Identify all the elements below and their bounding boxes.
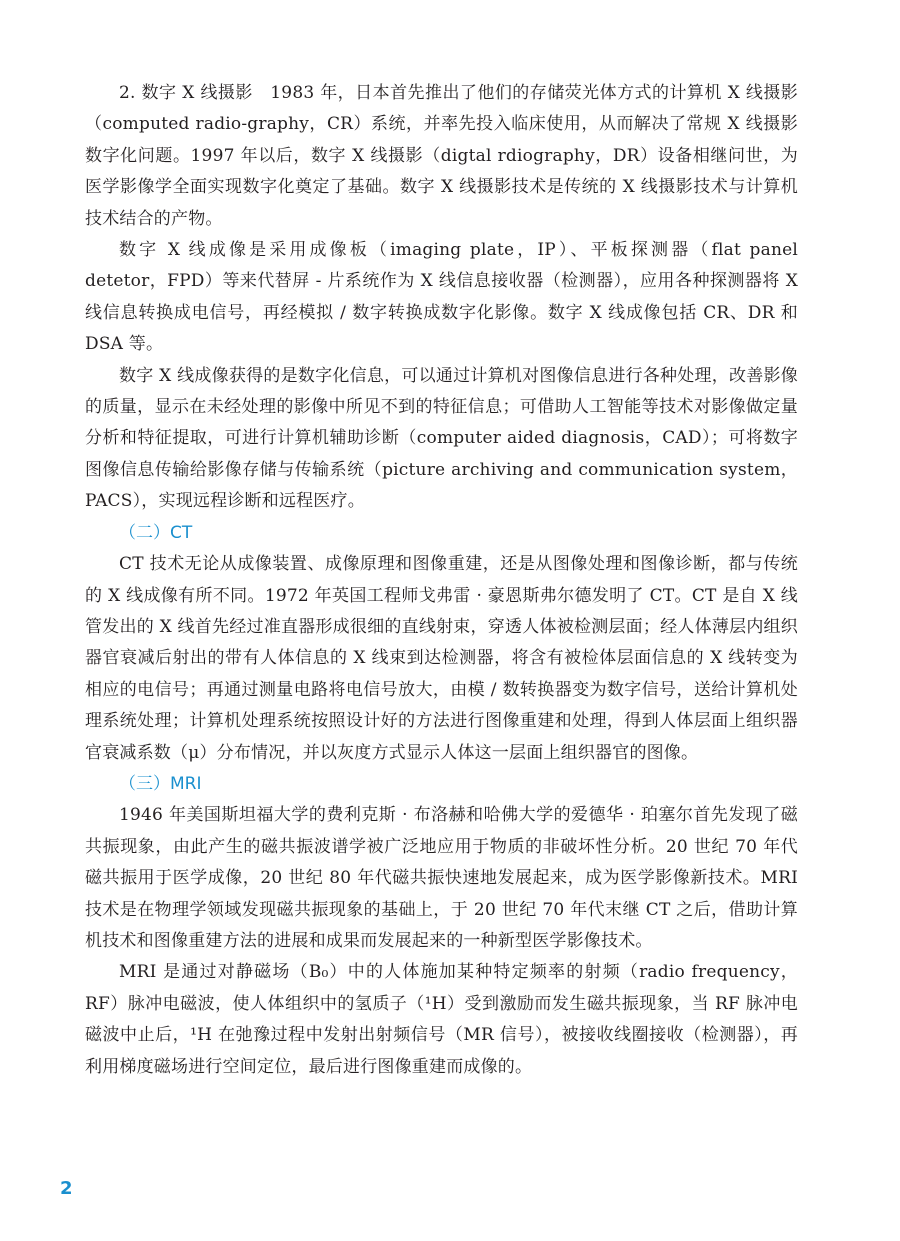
paragraph-mri-principle: MRI 是通过对静磁场（B₀）中的人体施加某种特定频率的射频（radio frequency，RF）脉冲电磁波，使人体组织中的氢质子（¹H）受到激励而发生磁共振现象，当 RF 脉冲电磁波中止后，¹H 在弛豫过程中发射出射频信号（MR 信号），被接收线圈接收（检测器），再利用梯度磁场进行空间定位，最后进行图像重建而成像的。 [85, 962, 798, 1077]
paragraph-mri-history: 1946 年美国斯坦福大学的费利克斯 · 布洛赫和哈佛大学的爱德华 · 珀塞尔首先发现了磁共振现象，由此产生的磁共振波谱学被广泛地应用于物质的非破坏性分析。20 世纪 70 年代磁共振用于医学成像，20 世纪 80 年代磁共振快速地发展起来，成为医学影像新技术。MRI 技术是在物理学领域发现磁共振现象的基础上，于 20 世纪 70 年代末继 CT 之后，借助计算机技术和图像重建方法的进展和成果而发展起来的一种新型医学影像技术。 [85, 805, 798, 951]
section-heading-mri: （三）MRI [119, 773, 202, 794]
paragraph-digital-xray-imaging: 数字 X 线成像是采用成像板（imaging plate，IP）、平板探测器（flat panel detetor，FPD）等来代替屏 - 片系统作为 X 线信息接收器（检测器），应用各种探测器将 X 线信息转换成电信号，再经模拟 / 数字转换成数字化影像。数字 X 线成像包括 CR、DR 和 DSA 等。 [85, 240, 798, 355]
paragraph-ct-principle: CT 技术无论从成像装置、成像原理和图像重建，还是从图像处理和图像诊断，都与传统的 X 线成像有所不同。1972 年英国工程师戈弗雷 · 豪恩斯弗尔德发明了 CT。CT 是自 X 线管发出的 X 线首先经过准直器形成很细的直线射束，穿透人体被检测层面；经人体薄层内组织器官衰减后射出的带有人体信息的 X 线束到达检测器，将含有被检体层面信息的 X 线转变为相应的电信号；再通过测量电路将电信号放大，由模 / 数转换器变为数字信号，送给计算机处理系统处理；计算机处理系统按照设计好的方法进行图像重建和处理，得到人体层面上组织器官衰减系数（μ）分布情况，并以灰度方式显示人体这一层面上组织器官的图像。 [85, 554, 798, 763]
paragraph-digital-info-processing: 数字 X 线成像获得的是数字化信息，可以通过计算机对图像信息进行各种处理，改善影像的质量，显示在未经处理的影像中所见不到的特征信息；可借助人工智能等技术对影像做定量分析和特征提取，可进行计算机辅助诊断（computer aided diagnosis，CAD）；可将数字图像信息传输给影像存储与传输系统（picture archiving and communication system，PACS），实现远程诊断和远程医疗。 [85, 365, 798, 512]
page-content [85, 78, 798, 1083]
page-number: 2 [60, 1178, 73, 1199]
section-heading-ct: （二）CT [119, 522, 193, 543]
paragraph-digital-radiography-history: 2. 数字 X 线摄影 1983 年，日本首先推出了他们的存储荧光体方式的计算机 X 线摄影（computed radio-graphy，CR）系统，并率先投入临床使用，从而解决了常规 X 线摄影数字化问题。1997 年以后，数字 X 线摄影（digtal rdiography，DR）设备相继问世，为医学影像学全面实现数字化奠定了基础。数字 X 线摄影技术是传统的 X 线摄影技术与计算机技术结合的产物。 [85, 83, 798, 229]
